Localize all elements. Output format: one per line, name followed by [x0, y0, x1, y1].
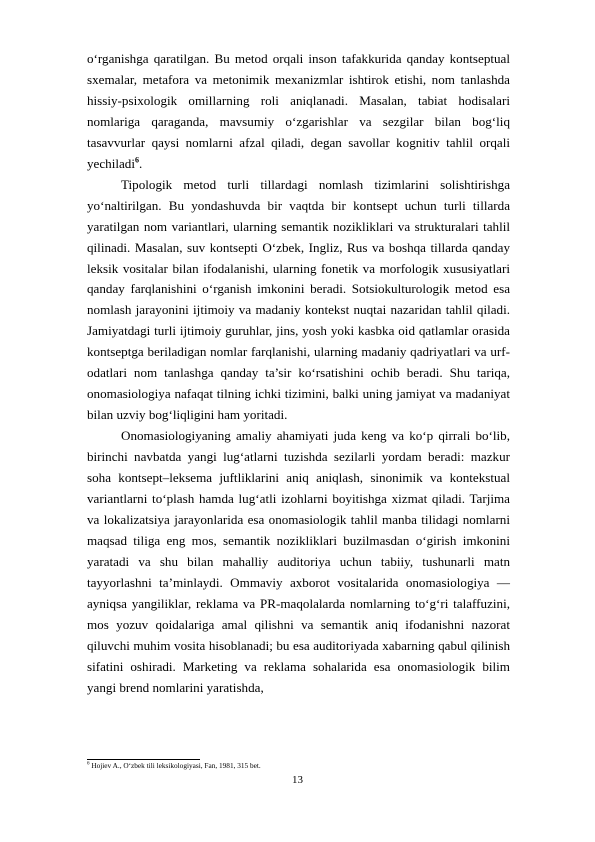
paragraph-1 — [87, 49, 510, 175]
footnote-reference: 6 — [135, 155, 139, 165]
footnote-divider — [87, 759, 200, 760]
footnote-text: Hojiev A., O‘zbek tili leksikologiyasi, Fan, 1981, 315 bet. — [89, 761, 261, 770]
page-number: 13 — [292, 774, 303, 786]
paragraph-1-end: . — [139, 155, 143, 171]
body-text — [87, 49, 510, 699]
paragraph-3: Onomasiologiyaning amaliy ahamiyati juda keng va ko‘p qirrali bo‘lib, birinchi navbatda yangi lug‘atlarni tuzishda sezilarli yordam beradi: mazkur soha kontsept–leksema juftliklarini aniq aniqlash, sinonimik va kontekstual variantlarni to‘plash hamda lug‘atli izohlarni boyitishga xizmat qiladi. Tarjima va lokalizatsiya jarayonlarida esa onomasiologik tahlil manba tilidagi nomlarni maqsad tiliga eng mos, semantik nozikliklari buzilmasdan o‘girish imkonini yaratadi va shu bilan mahalliy auditoriya uchun tabiiy, tushunarli matn tayyorlashni ta’minlaydi. Ommaviy axborot vositalarida onomasiologiya — ayniqsa yangiliklar, reklama va PR-maqolalarda nomlarning to‘g‘ri talaffuzini, mos yozuv qoidalariga amal qilishni va semantik aniq ifodanishni nazorat qiluvchi muhim vosita hisoblanadi; bu esa auditoriyada xabarning qabul qilinish sifatini oshiradi. Marketing va reklama sohalarida esa onomasiologik bilim yangi brend nomlarini yaratishda, — [87, 428, 510, 695]
footnote — [87, 761, 510, 771]
paragraph-2: Tipologik metod turli tillardagi nomlash tizimlarini solishtirishga yo‘naltirilgan. Bu yondashuvda bir vaqtda bir kontsept uchun turli tillarda yaratilgan nom variantlari, ularning semantik nozikliklari va strukturalari tahlil qilinadi. Masalan, suv kontsepti O‘zbek, Ingliz, Rus va boshqa tillarda qanday leksik vositalar bilan ifodalanishi, ularning fonetik va morfologik xususiyatlari qanday farqlanishini o‘rganish imkonini beradi. Sotsiokulturologik metod esa nomlash jarayonini ijtimoiy va madaniy kontekst nuqtai nazaridan tahlil qiladi. Jamiyatdagi turli ijtimoiy guruhlar, jins, yosh yoki kasbka oid qatlamlar orasida kontseptga beriladigan nomlar farqlanishi, ularning madaniy qadriyatlari va urf-odatlari nom tanlashga qanday ta’sir ko‘rsatishini ochib beradi. Shu tariqa, onomasiologiya nafaqat tilning ichki tizimini, balki uning jamiyat va madaniyat bilan uzviy bog‘liqligini ham yoritadi. — [87, 176, 510, 423]
paragraph-1-text: o‘rganishga qaratilgan. Bu metod orqali inson tafakkurida qanday kontseptual sxemalar, metafora va metonimik mexanizmlar ishtirok etishi, nom tanlashda hissiy-psixologik omillarning roli aniqlanadi. Masalan, tabiat hodisalari nomlariga qaraganda, mavsumiy o‘zgarishlar va sezgilar bilan bog‘liq tasavvurlar qaysi nomlarni afzal qiladi, degan savollar kognitiv tahlil orqali yechiladi — [87, 51, 510, 171]
footnote-number: 6 — [87, 761, 90, 767]
